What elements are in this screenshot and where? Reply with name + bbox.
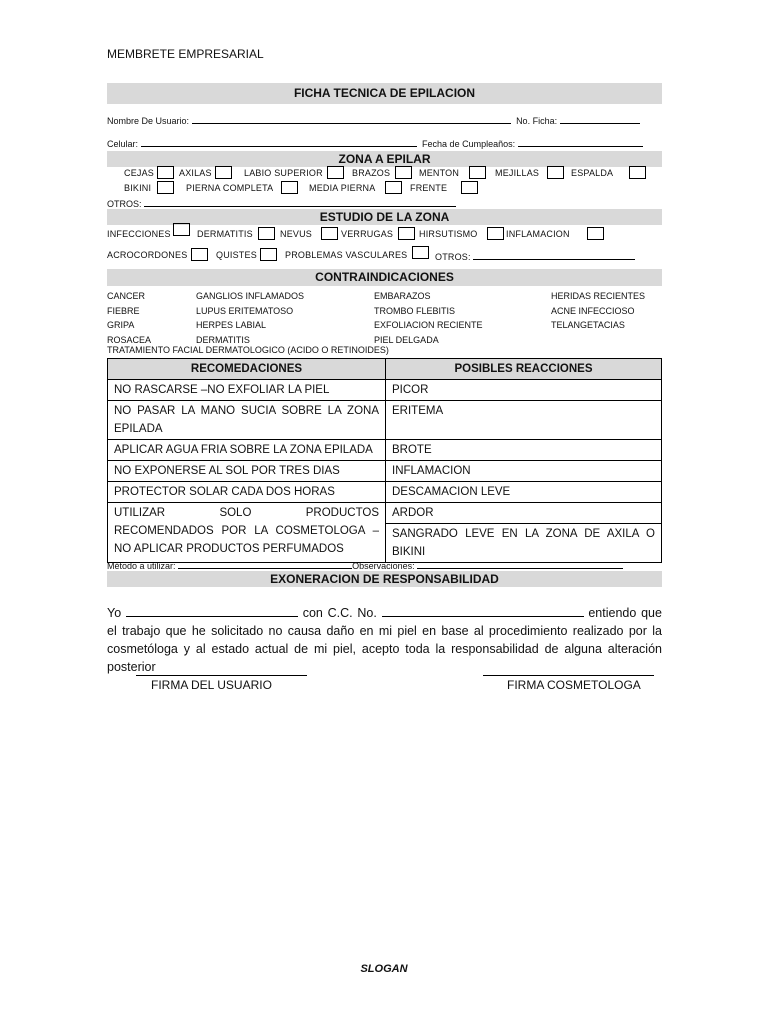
letterhead: MEMBRETE EMPRESARIAL bbox=[107, 47, 264, 61]
contra-col-1 bbox=[107, 289, 151, 347]
contra-item: CANCER bbox=[107, 291, 146, 301]
table-row bbox=[108, 461, 662, 482]
table-row bbox=[108, 359, 662, 380]
react-cell: ERITEMA bbox=[386, 401, 662, 440]
firma-cosmetologa-label: FIRMA COSMETOLOGA bbox=[507, 678, 641, 692]
checkbox-nevus[interactable] bbox=[321, 227, 338, 240]
estudio-otros-row bbox=[435, 250, 635, 262]
estudio-label: ACROCORDONES bbox=[107, 250, 188, 260]
cc-label: con C.C. No. bbox=[302, 606, 377, 620]
form-title: FICHA TECNICA DE EPILACION bbox=[293, 86, 476, 100]
checkbox-pierna-completa[interactable] bbox=[281, 181, 298, 194]
contra-footer: TRATAMIENTO FACIAL DERMATOLOGICO (ACIDO O RETINOIDES) bbox=[107, 345, 389, 355]
estudio-heading: ESTUDIO DE LA ZONA bbox=[319, 210, 450, 224]
phone-row bbox=[107, 137, 662, 149]
zona-label: FRENTE bbox=[410, 183, 448, 193]
exon-band bbox=[107, 571, 662, 587]
estudio-band bbox=[107, 209, 662, 225]
user-row bbox=[107, 114, 662, 126]
contra-item: FIEBRE bbox=[107, 305, 140, 316]
otros-label: OTROS: bbox=[107, 199, 142, 209]
checkbox-labio-superior[interactable] bbox=[327, 166, 344, 179]
estudio-label: INFECCIONES bbox=[107, 229, 171, 239]
estudio-label: INFLAMACION bbox=[506, 229, 570, 239]
checkbox-problemas-vasculares[interactable] bbox=[412, 246, 429, 259]
contra-col-4 bbox=[551, 289, 645, 333]
exoneracion-paragraph bbox=[107, 604, 662, 676]
yo-label: Yo bbox=[107, 606, 122, 620]
zona-label: BRAZOS bbox=[352, 168, 391, 178]
checkbox-cejas[interactable] bbox=[157, 166, 174, 179]
contra-item: PIEL DELGADA bbox=[374, 334, 439, 345]
table-row bbox=[108, 440, 662, 461]
checkbox-dermatitis[interactable] bbox=[258, 227, 275, 240]
zona-label: AXILAS bbox=[179, 168, 212, 178]
estudio-otros-line[interactable] bbox=[473, 250, 635, 260]
react-cell: DESCAMACION LEVE bbox=[386, 482, 662, 503]
zona-heading: ZONA A EPILAR bbox=[338, 152, 431, 166]
checkbox-verrugas[interactable] bbox=[398, 227, 415, 240]
user-label: Nombre De Usuario: bbox=[107, 116, 190, 126]
contra-item: TROMBO FLEBITIS bbox=[374, 305, 456, 316]
react-cell: PICOR bbox=[386, 380, 662, 401]
checkbox-hirsutismo[interactable] bbox=[487, 227, 504, 240]
checkbox-mejillas[interactable] bbox=[547, 166, 564, 179]
estudio-label: QUISTES bbox=[216, 250, 257, 260]
ficha-label: No. Ficha: bbox=[516, 116, 558, 126]
contra-item: GRIPA bbox=[107, 320, 135, 330]
contra-item: GANGLIOS INFLAMADOS bbox=[196, 291, 305, 301]
contra-item: ACNE INFECCIOSO bbox=[551, 305, 635, 316]
react-cell: ARDOR bbox=[386, 503, 662, 524]
checkbox-inflamacion[interactable] bbox=[587, 227, 604, 240]
birthday-line[interactable] bbox=[518, 137, 643, 147]
estudio-label: DERMATITIS bbox=[197, 229, 253, 239]
estudio-label: HIRSUTISMO bbox=[419, 229, 478, 239]
col-header-recomendaciones: RECOMEDACIONES bbox=[108, 359, 386, 380]
zona-label: MEJILLAS bbox=[495, 168, 540, 178]
estudio-label: VERRUGAS bbox=[341, 229, 394, 239]
otros-line[interactable] bbox=[144, 197, 456, 207]
zona-label: PIERNA COMPLETA bbox=[186, 183, 274, 193]
contra-item: EXFOLIACION RECIENTE bbox=[374, 320, 483, 330]
observaciones-label: Observaciones: bbox=[352, 561, 415, 571]
cc-number-line[interactable] bbox=[382, 604, 584, 617]
contra-item: HERIDAS RECIENTES bbox=[551, 291, 646, 301]
firma-usuario-label: FIRMA DEL USUARIO bbox=[151, 678, 272, 692]
contra-col-2 bbox=[196, 289, 304, 347]
contra-band bbox=[107, 269, 662, 286]
metodo-label: Método a utilizar: bbox=[107, 561, 176, 571]
recommendations-table bbox=[107, 358, 662, 563]
contra-item: HERPES LABIAL bbox=[196, 320, 267, 330]
phone-label: Celular: bbox=[107, 139, 139, 149]
zona-label: MEDIA PIERNA bbox=[309, 183, 376, 193]
contra-heading: CONTRAINDICACIONES bbox=[315, 270, 454, 284]
estudio-otros-label: OTROS: bbox=[435, 252, 471, 262]
checkbox-media-pierna[interactable] bbox=[385, 181, 402, 194]
zona-label: LABIO SUPERIOR bbox=[244, 168, 323, 178]
rec-cell: NO RASCARSE –NO EXFOLIAR LA PIEL bbox=[108, 380, 386, 401]
observaciones-line[interactable] bbox=[417, 559, 623, 569]
checkbox-menton[interactable] bbox=[469, 166, 486, 179]
form-title-band bbox=[107, 83, 662, 104]
react-cell: SANGRADO LEVE EN LA ZONA DE AXILA O BIKINI bbox=[386, 524, 662, 563]
contra-item: TELANGETACIAS bbox=[551, 320, 625, 330]
checkbox-quistes[interactable] bbox=[260, 248, 277, 261]
birthday-label: Fecha de Cumpleaños: bbox=[422, 139, 516, 149]
slogan: SLOGAN bbox=[360, 963, 408, 975]
contra-item: EMBARAZOS bbox=[374, 291, 431, 301]
metodo-line[interactable] bbox=[178, 559, 352, 569]
rec-cell: UTILIZAR SOLO PRODUCTOS RECOMENDADOS POR LA COSMETOLOGA – NO APLICAR PRODUCTOS PERFUMADOS bbox=[108, 503, 386, 563]
user-name-line[interactable] bbox=[192, 114, 511, 124]
phone-line[interactable] bbox=[141, 137, 417, 147]
react-cell: INFLAMACION bbox=[386, 461, 662, 482]
table-row bbox=[108, 401, 662, 440]
zona-label: BIKINI bbox=[124, 183, 152, 193]
rec-cell: NO EXPONERSE AL SOL POR TRES DIAS bbox=[108, 461, 386, 482]
zona-band bbox=[107, 151, 662, 167]
ficha-line[interactable] bbox=[560, 114, 640, 124]
rec-cell: APLICAR AGUA FRIA SOBRE LA ZONA EPILADA bbox=[108, 440, 386, 461]
contra-item: LUPUS ERITEMATOSO bbox=[196, 305, 294, 316]
yo-name-line[interactable] bbox=[126, 604, 298, 617]
rec-cell: NO PASAR LA MANO SUCIA SOBRE LA ZONA EPILADA bbox=[108, 401, 386, 440]
checkbox-infecciones[interactable] bbox=[173, 223, 190, 236]
otros-row bbox=[107, 197, 456, 209]
checkbox-frente[interactable] bbox=[461, 181, 478, 194]
zona-label: ESPALDA bbox=[571, 168, 614, 178]
col-header-reacciones: POSIBLES REACCIONES bbox=[386, 359, 662, 380]
checkbox-brazos[interactable] bbox=[395, 166, 412, 179]
table-row bbox=[108, 503, 662, 524]
table-row bbox=[108, 380, 662, 401]
checkbox-acrocordones[interactable] bbox=[191, 248, 208, 261]
contra-col-3 bbox=[374, 289, 483, 347]
estudio-label: NEVUS bbox=[280, 229, 313, 239]
contra-item: ROSACEA bbox=[107, 334, 152, 345]
exon-heading: EXONERACION DE RESPONSABILIDAD bbox=[270, 572, 499, 586]
firma-cosmetologa-line[interactable] bbox=[483, 675, 654, 676]
contra-item: DERMATITIS bbox=[196, 334, 250, 345]
firma-usuario-line[interactable] bbox=[136, 675, 307, 676]
estudio-label: PROBLEMAS VASCULARES bbox=[285, 250, 408, 260]
zona-label: CEJAS bbox=[124, 168, 155, 178]
checkbox-espalda[interactable] bbox=[629, 166, 646, 179]
rec-cell: PROTECTOR SOLAR CADA DOS HORAS bbox=[108, 482, 386, 503]
checkbox-axilas[interactable] bbox=[215, 166, 232, 179]
table-row bbox=[108, 482, 662, 503]
react-cell: BROTE bbox=[386, 440, 662, 461]
metodo-row bbox=[107, 559, 667, 571]
checkbox-bikini[interactable] bbox=[157, 181, 174, 194]
zona-label: MENTON bbox=[419, 168, 460, 178]
exon-text: entiendo que el trabajo que he solicitado no causa daño en mi piel en base al procedimiento realizado por la cosmetóloga y al estado actual de mi piel, acepto toda la responsabilidad de alguna alteración posterior bbox=[107, 606, 662, 674]
